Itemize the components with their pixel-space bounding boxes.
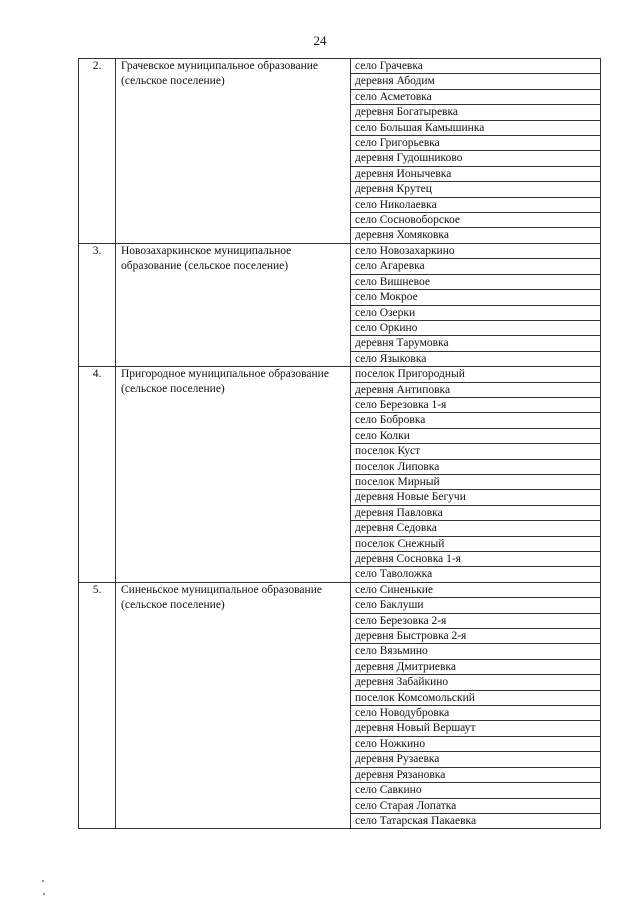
scan-speck [43,893,45,895]
settlement-name: село Ножкино [351,736,601,751]
settlement-name: деревня Богатыревка [351,105,601,120]
settlement-name: поселок Липовка [351,459,601,474]
settlement-name: село Новозахаркино [351,243,601,258]
settlement-name: село Грачевка [351,59,601,74]
settlement-name: деревня Гудошниково [351,151,601,166]
group-number: 3. [79,243,116,366]
group-number: 5. [79,582,116,829]
settlement-name: деревня Дмитриевка [351,659,601,674]
settlement-name: деревня Тарумовка [351,336,601,351]
settlement-name: село Языковка [351,351,601,366]
scan-speck [42,880,44,882]
municipality-name: Синеньское муниципальное образование (сельское поселение) [116,582,351,829]
settlement-name: село Вишневое [351,274,601,289]
table-row [79,367,601,382]
settlement-name: поселок Комсомольский [351,690,601,705]
settlement-name: деревня Рязановка [351,767,601,782]
settlement-name: поселок Пригородный [351,367,601,382]
settlement-name: село Большая Камышинка [351,120,601,135]
settlement-name: село Оркино [351,320,601,335]
settlement-name: село Березовка 2-я [351,613,601,628]
group-number: 4. [79,367,116,583]
settlement-name: село Савкино [351,783,601,798]
settlement-name: деревня Ионычевка [351,166,601,181]
group-number: 2. [79,59,116,244]
settlement-name: село Баклуши [351,598,601,613]
settlement-name: деревня Новые Бегучи [351,490,601,505]
settlement-name: село Таволожка [351,567,601,582]
municipality-name: Грачевское муниципальное образование (сельское поселение) [116,59,351,244]
settlement-name: село Мокрое [351,290,601,305]
municipality-name: Новозахаркинское муниципальное образование (сельское поселение) [116,243,351,366]
table-row [79,582,601,597]
settlement-name: поселок Куст [351,444,601,459]
settlement-name: село Березовка 1-я [351,397,601,412]
settlement-name: деревня Павловка [351,505,601,520]
settlement-name: деревня Рузаевка [351,752,601,767]
settlement-name: село Вязьмино [351,644,601,659]
settlement-name: поселок Снежный [351,536,601,551]
table-row [79,243,601,258]
table-row [79,59,601,74]
settlement-name: деревня Абодим [351,74,601,89]
settlement-name: село Бобровка [351,413,601,428]
settlement-name: село Сосновоборское [351,213,601,228]
settlement-name: село Синенькие [351,582,601,597]
settlement-name: село Озерки [351,305,601,320]
settlement-name: село Агаревка [351,259,601,274]
settlement-name: деревня Хомяковка [351,228,601,243]
settlement-name: село Татарская Пакаевка [351,813,601,828]
settlement-name: село Григорьевка [351,136,601,151]
settlement-name: деревня Крутец [351,182,601,197]
settlements-table-body [79,59,601,829]
settlement-name: деревня Антиповка [351,382,601,397]
settlement-name: деревня Новый Вершаут [351,721,601,736]
settlement-name: село Асметовка [351,89,601,104]
settlement-name: деревня Седовка [351,521,601,536]
municipality-name: Пригородное муниципальное образование (сельское поселение) [116,367,351,583]
settlement-name: село Новодубровка [351,706,601,721]
settlement-name: поселок Мирный [351,474,601,489]
settlement-name: деревня Забайкино [351,675,601,690]
settlement-name: село Николаевка [351,197,601,212]
settlement-name: село Старая Лопатка [351,798,601,813]
settlement-name: деревня Сосновка 1-я [351,552,601,567]
settlement-name: деревня Быстровка 2-я [351,629,601,644]
settlements-table [78,58,601,829]
page-number: 24 [313,33,327,48]
settlement-name: село Колки [351,428,601,443]
